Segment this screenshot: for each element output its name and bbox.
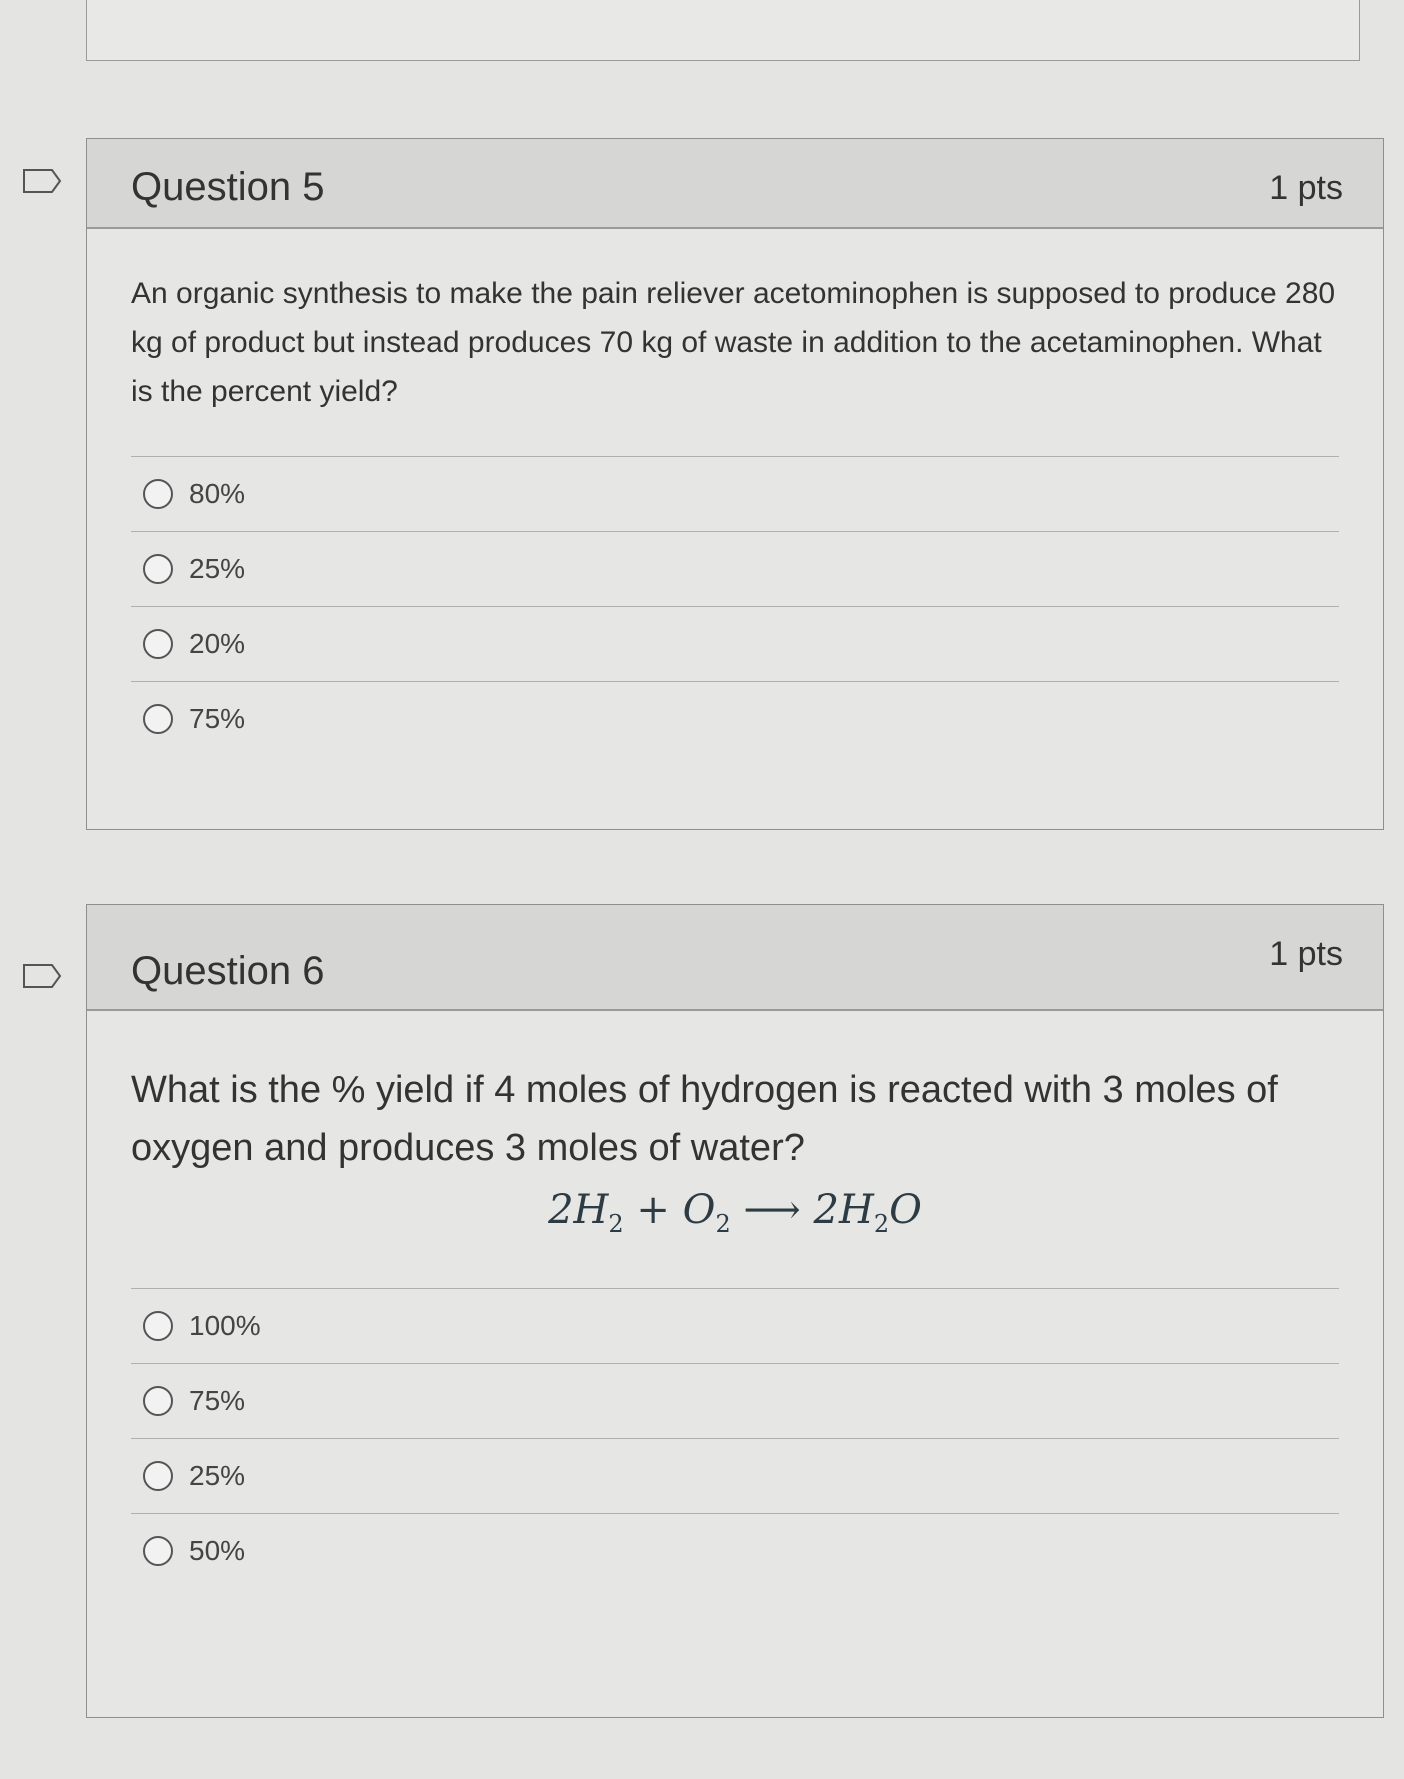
radio-button[interactable] <box>143 1536 173 1566</box>
radio-button[interactable] <box>143 1386 173 1416</box>
question-text: What is the % yield if 4 moles of hydrogen is reacted with 3 moles of oxygen and produces 3 moles of water? <box>131 1069 1278 1169</box>
question-header <box>87 139 1383 229</box>
radio-button[interactable] <box>143 554 173 584</box>
answer-label: 50% <box>189 1535 246 1566</box>
chemical-equation: $2H_2 + O_2$ ⟶ $2H_2O$ <box>548 1187 922 1238</box>
question-5-card <box>86 138 1384 830</box>
radio-button[interactable] <box>143 629 173 659</box>
question-header <box>87 905 1383 1011</box>
answer-label: 100% <box>189 1310 261 1341</box>
answer-label: 25% <box>189 1460 246 1491</box>
answer-option[interactable] <box>131 682 1339 756</box>
flag-question-icon[interactable] <box>22 963 62 989</box>
radio-button[interactable] <box>143 1311 173 1341</box>
question-points: 1 pts <box>1269 935 1343 973</box>
question-title: Question 6 <box>131 949 325 993</box>
radio-button[interactable] <box>143 479 173 509</box>
answer-option[interactable] <box>131 1514 1339 1588</box>
flag-question-icon[interactable] <box>22 168 62 194</box>
question-points: 1 pts <box>1269 169 1343 207</box>
radio-button[interactable] <box>143 1461 173 1491</box>
answer-label: 80% <box>189 478 246 509</box>
answer-label: 75% <box>189 1385 246 1416</box>
question-title: Question 5 <box>131 165 325 209</box>
answer-option[interactable] <box>131 1364 1339 1439</box>
answer-option[interactable] <box>131 607 1339 682</box>
answer-option[interactable] <box>131 532 1339 607</box>
answer-label: 25% <box>189 553 246 584</box>
answer-option[interactable] <box>131 1439 1339 1514</box>
question-text: An organic synthesis to make the pain reliever acetominophen is supposed to produce 280 kg of product but instead produces 70 kg of waste in addition to the acetaminophen. What is the percent yield? <box>131 277 1336 408</box>
previous-question-box <box>86 0 1360 61</box>
question-6-card <box>86 904 1384 1718</box>
answer-list <box>131 456 1339 756</box>
answer-option[interactable] <box>131 1289 1339 1364</box>
answer-label: 20% <box>189 628 246 659</box>
radio-button[interactable] <box>143 704 173 734</box>
answer-label: 75% <box>189 703 246 734</box>
answer-list <box>131 1288 1339 1588</box>
answer-option[interactable] <box>131 457 1339 532</box>
